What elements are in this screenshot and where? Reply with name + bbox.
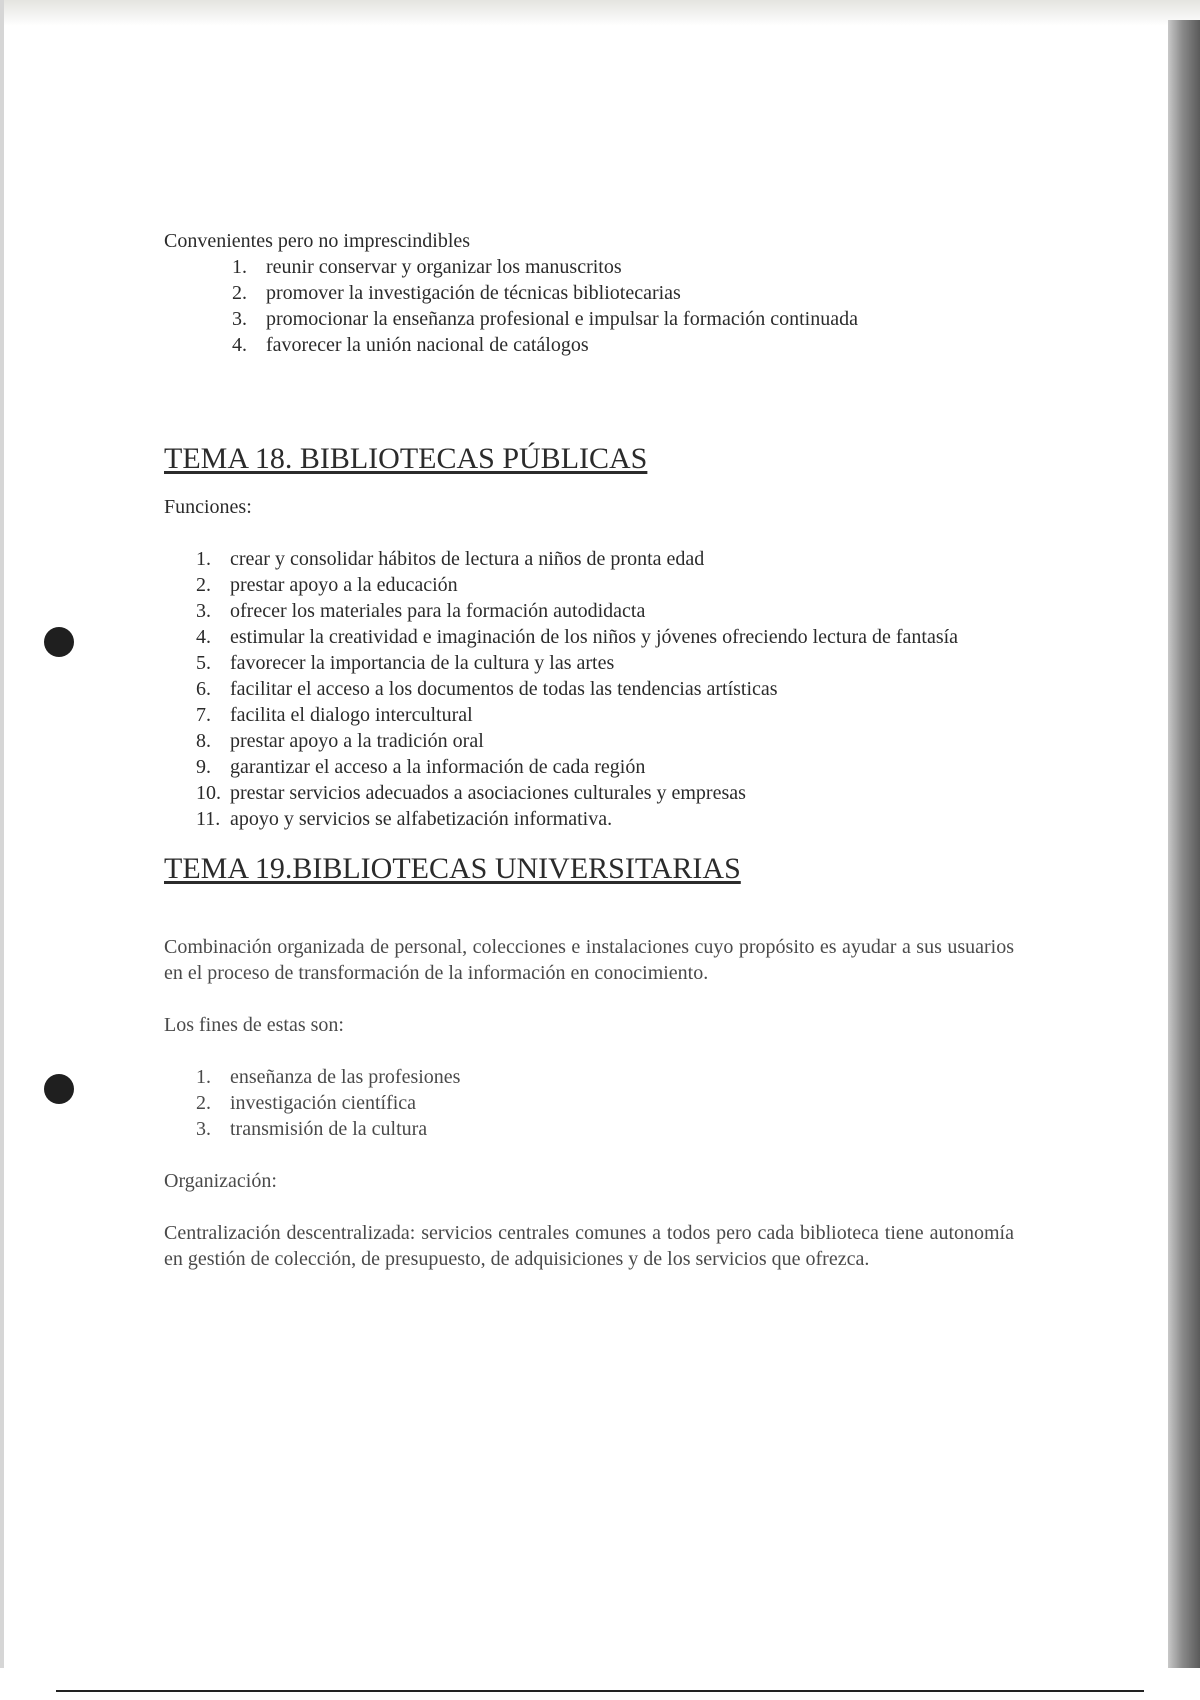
- list-item: 6. facilitar el acceso a los documentos de todas las tendencias artísticas: [196, 678, 778, 700]
- intro-list: [232, 254, 1014, 358]
- list-item: 9. garantizar el acceso a la información de cada región: [196, 756, 646, 778]
- document-body: [164, 228, 1014, 1272]
- page-left-edge: [0, 0, 4, 1700]
- list-item: 1. enseñanza de las profesiones: [196, 1066, 461, 1088]
- list-item: 1. reunir conservar y organizar los manuscritos: [232, 256, 622, 278]
- punch-hole-icon: [44, 627, 74, 657]
- list-item: 2. prestar apoyo a la educación: [196, 574, 458, 596]
- list-item: 3. transmisión de la cultura: [196, 1118, 428, 1140]
- scan-edge-shadow: [1168, 20, 1200, 1690]
- list-item: 2. promover la investigación de técnicas bibliotecarias: [232, 282, 681, 304]
- section-heading-tema-19: TEMA 19.BIBLIOTECAS UNIVERSITARIAS: [164, 852, 741, 885]
- page-bottom-line: [56, 1690, 1144, 1692]
- organizacion-label: Organización:: [164, 1170, 277, 1192]
- fines-list: [196, 1064, 1014, 1142]
- list-item: 7. facilita el dialogo intercultural: [196, 704, 473, 726]
- page-top-edge: [0, 0, 1200, 26]
- definition-paragraph: Combinación organizada de personal, colecciones e instalaciones cuyo propósito es ayudar a sus usuarios en el proceso de transformación de la información en conocimiento.: [164, 936, 1014, 984]
- page-bottom-band: [0, 1668, 1200, 1700]
- fines-label: Los fines de estas son:: [164, 1014, 344, 1036]
- list-item: 5. favorecer la importancia de la cultura y las artes: [196, 652, 615, 674]
- section-heading-tema-18: TEMA 18. BIBLIOTECAS PÚBLICAS: [164, 442, 648, 475]
- intro-label: Convenientes pero no imprescindibles: [164, 230, 471, 252]
- list-item: 4. estimular la creatividad e imaginación de los niños y jóvenes ofreciendo lectura de fantasía: [196, 626, 959, 648]
- list-item: 4. favorecer la unión nacional de catálogos: [232, 334, 589, 356]
- funciones-label: Funciones:: [164, 496, 252, 518]
- list-item: 8. prestar apoyo a la tradición oral: [196, 730, 484, 752]
- punch-hole-icon: [44, 1074, 74, 1104]
- list-item: 3. ofrecer los materiales para la formación autodidacta: [196, 600, 646, 622]
- list-item: 1. crear y consolidar hábitos de lectura a niños de pronta edad: [196, 548, 705, 570]
- list-item: 11. apoyo y servicios se alfabetización informativa.: [196, 808, 613, 830]
- funciones-list: [196, 546, 1014, 832]
- organizacion-paragraph: Centralización descentralizada: servicios centrales comunes a todos pero cada biblioteca tiene autonomía en gestión de colección, de presupuesto, de adquisiciones y de los servicios que ofrezca.: [164, 1222, 1014, 1270]
- list-item: 10. prestar servicios adecuados a asociaciones culturales y empresas: [196, 782, 746, 804]
- list-item: 2. investigación científica: [196, 1092, 417, 1114]
- list-item: 3. promocionar la enseñanza profesional e impulsar la formación continuada: [232, 308, 858, 330]
